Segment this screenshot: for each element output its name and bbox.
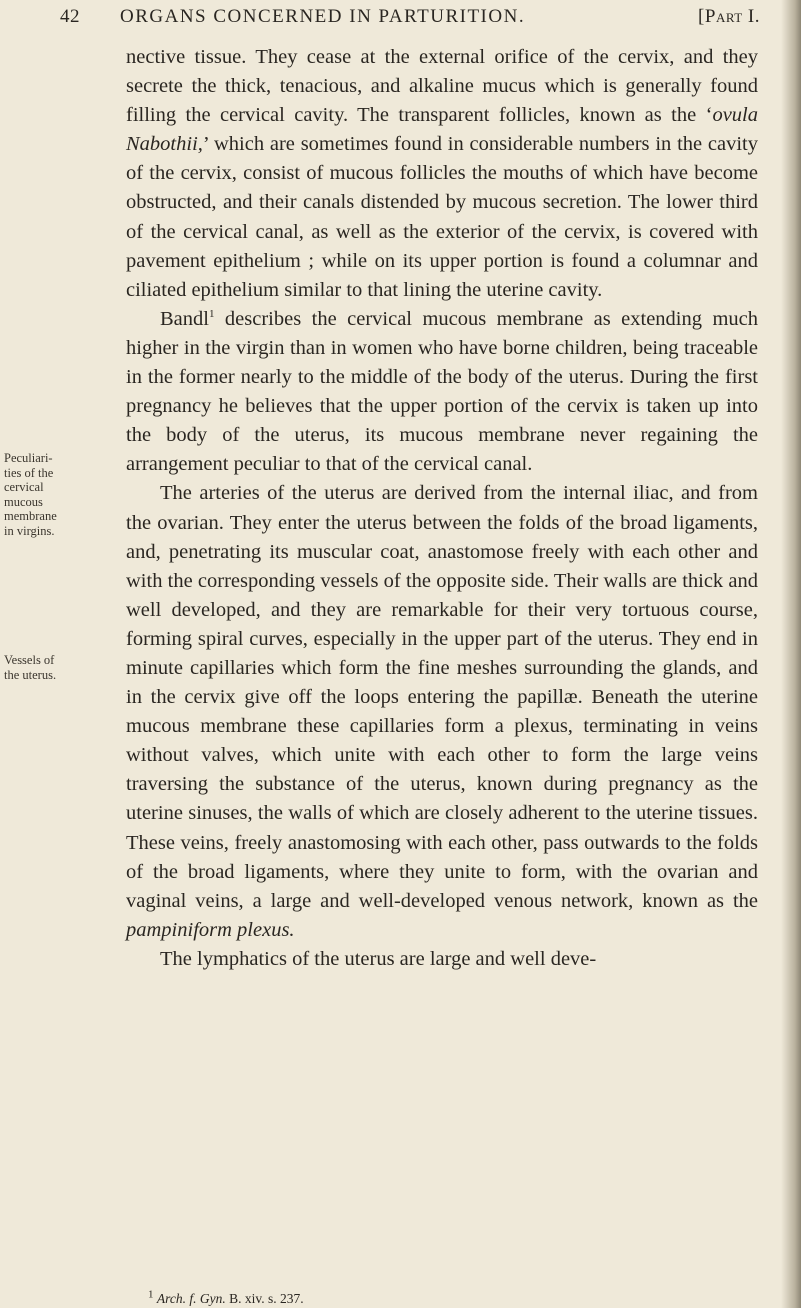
running-header [60, 6, 760, 34]
sidenote-line: Peculiari- [4, 451, 53, 465]
paragraph-lymphatics: The lymphatics of the uterus are large and well deve- [160, 947, 597, 970]
sidenote-peculiarities [4, 451, 116, 538]
footnote-ref: B. xiv. s. 237. [225, 1291, 304, 1306]
sidenote-line: mucous [4, 494, 43, 509]
paragraph-cervix-continued: nective tissue. They cease at the external orifice of the cervix, and they secrete the thick, tenacious, and alkaline mucus which is generally found filling the cervical cavity. The transparent follicles, known as the ‘ovula Nabothii,’ which are sometimes found in considerable numbers in the cavity of the cervix, consist of mucous follicles the mouths of which have become obstructed, and their canals distended by mucous secretion. The lower third of the cervical canal, as well as the exterior of the cervix, is covered with pavement epithelium ; while on its upper portion is found a columnar and ciliated epithelium similar to that lining the uterine cavity. [126, 46, 758, 301]
footnote-reference: 1 [208, 308, 215, 321]
sidenote-line: the uterus. [4, 667, 57, 682]
sidenote-line: cervical [4, 480, 44, 494]
sidenote-line: ties of the [4, 465, 54, 480]
footnote-journal: Arch. f. Gyn. [156, 1291, 226, 1306]
footnote-mark: 1 [148, 1288, 154, 1301]
footnote [148, 1288, 304, 1307]
paragraph-bandl: Bandl$^1$ describes the cervical mucous membrane as extending much higher in the virgin than in women who have borne children, being traceable in the former nearly to the middle of the body of the uterus. During the first pregnancy he believes that the upper portion of the cervix is taken up into the body of the uterus, its mucous membrane never regaining the arrangement peculiar to that of the cervical canal. [126, 307, 758, 476]
page-edge-shadow [781, 0, 801, 1308]
sidenote-vessels [4, 653, 116, 682]
body-text [126, 43, 758, 974]
running-title: ORGANS CONCERNED IN PARTURITION. [120, 6, 526, 27]
sidenote-line: in virgins. [4, 523, 55, 538]
sidenote-line: Vessels of [4, 653, 55, 667]
part-label: [Part I. [698, 6, 760, 27]
paragraph-arteries: The arteries of the uterus are derived from the internal iliac, and from the ovarian. They enter the uterus between the folds of the broad ligaments, and, penetrating its muscular coat, anastomose freely with each other and with the corresponding vessels of the opposite side. Their walls are thick and well developed, and they are remarkable for their very tortuous course, forming spiral curves, especially in the upper part of the uterus. They end in minute capillaries which form the fine meshes surrounding the glands, and in the cervix give off the loops entering the papillæ. Beneath the uterine mucous membrane these capillaries form a plexus, terminating in veins without valves, which unite with each other to form the large veins traversing the substance of the uterus, known during pregnancy as the uterine sinuses, the walls of which are closely adherent to the uterine tissues. These veins, freely anastomosing with each other, pass outwards to the folds of the broad ligaments, where they unite to form, with the ovarian and vaginal veins, a large and well-developed venous network, known as the pampiniform plexus. [126, 482, 758, 941]
sidenote-line: membrane [4, 509, 57, 523]
page-number: 42 [60, 6, 80, 27]
latin-term: pampiniform plexus. [126, 918, 295, 941]
latin-term: ovula Nabothii, [126, 104, 758, 156]
